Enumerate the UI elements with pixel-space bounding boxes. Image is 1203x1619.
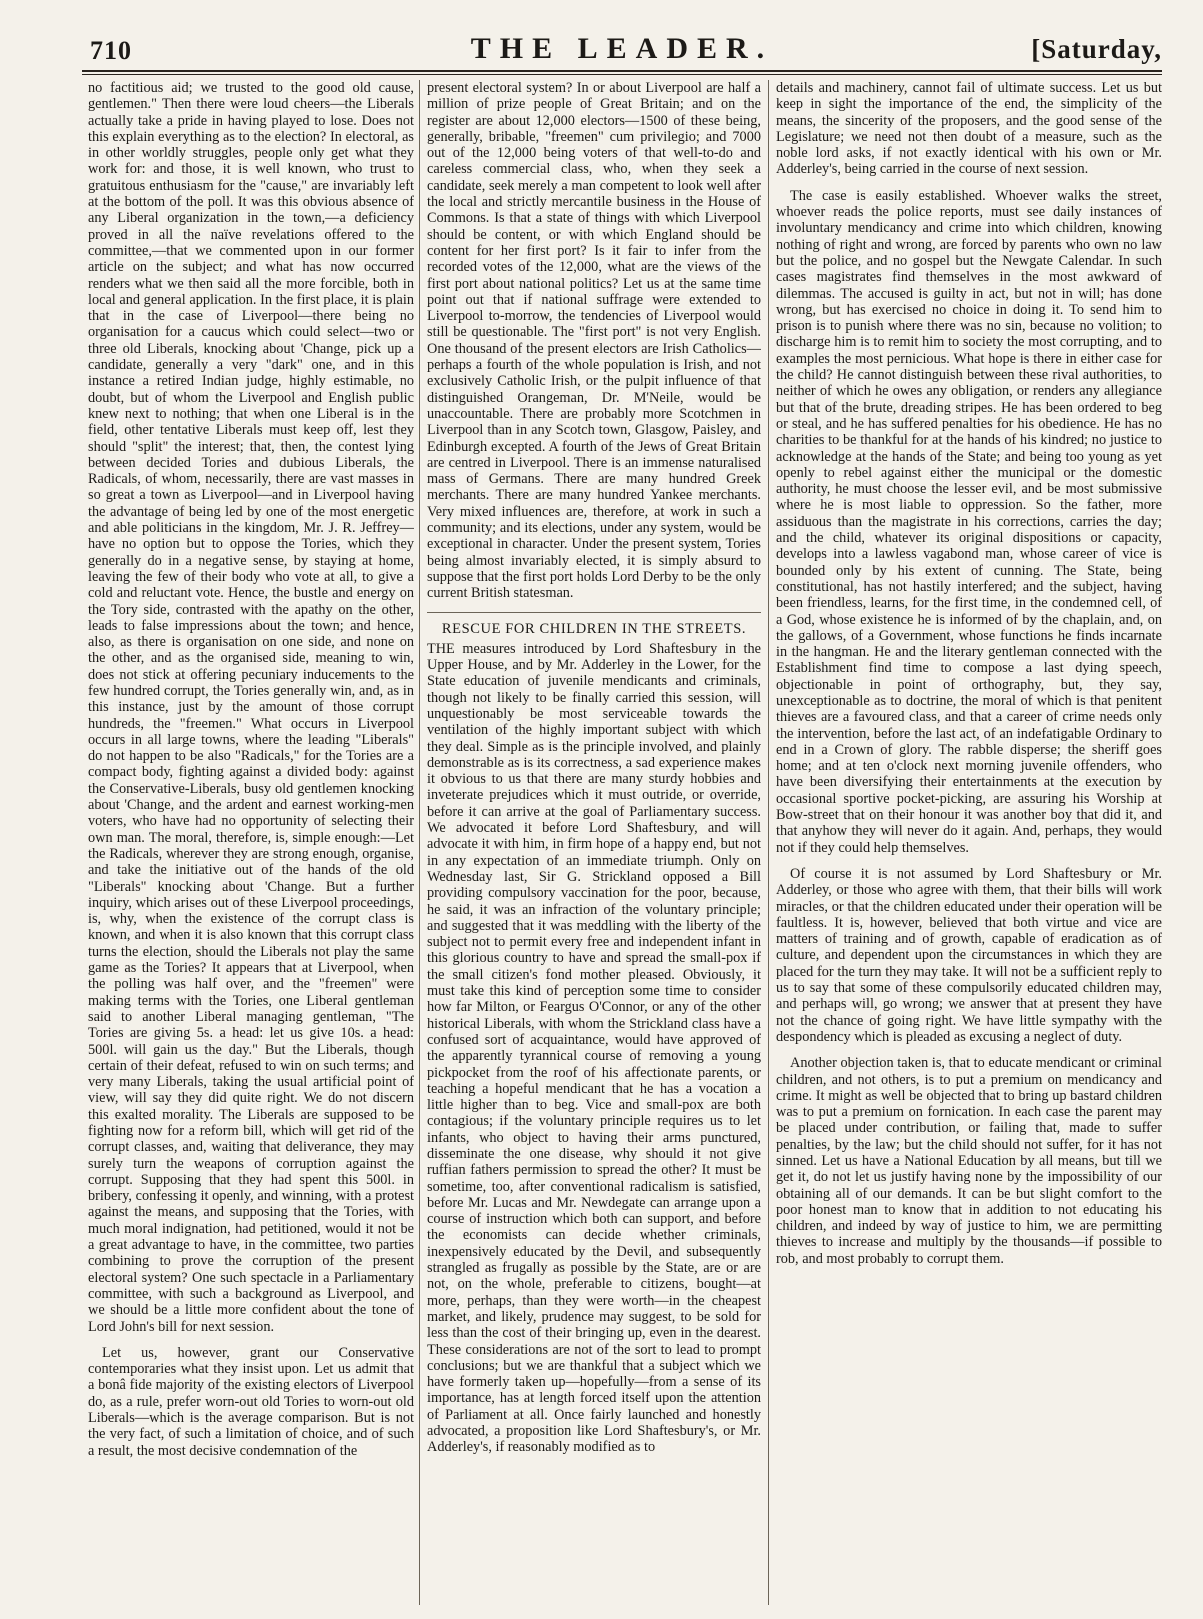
page-number: 710	[90, 36, 132, 65]
paragraph: no factitious aid; we trusted to the good old cause, gentlemen." Then there were loud cheers—the Liberals actually take a pride in having played to lose. Does not this explain everything as to the election? In electoral, as in other worldly struggles, people only get what they work for: and those, it is well known, who trust to gratuitous enthusiasm for the "cause," are invariably left at the bottom of the poll. It was this obvious absence of any Liberal organization in the town,—a deficiency proved in all the naïve revelations offered to the committee,—that we commented upon in our former article on the subject; and what has now occurred renders what we then said all the more forcible, both in local and general application. In the first place, it is plain that in the case of Liverpool—there being no organisation for a caucus which could select—two or three old Liberals, knocking about 'Change, pick up a candidate, generally a very "dark" one, and in this instance a retired Indian judge, highly estimable, no doubt, but of whom the Liverpool and English public knew next to nothing; that when one Liberal is in the field, other tentative Liberals must keep off, lest they should "split" the interest; that, then, the contest lying between decided Tories and dubious Liberals, the Radicals, of whom, necessarily, there are vast masses in so great a town as Liverpool—and in Liverpool having the advantage of being led by one of the most energetic and able politicians in the kingdom, Mr. J. R. Jeffrey—have no option but to oppose the Tories, which they generally do in a negative sense, by staying at home, leaving the few of their body who vote at all, to give a cold and reluctant vote. Hence, the bustle and energy on the Tory side, contrasted with the apathy on the other, leads to false impressions about the town; and hence, also, as there is organisation on one side, and none on the other, and as the organised side, meaning to win, does not stick at offering pecuniary inducements to the few hundred corrupt, the Tories generally win, and, as in this instance, just by the amount of those corrupt hundreds, the "freemen." What occurs in Liverpool occurs in all large towns, where the leading "Liberals" do not happen to be also "Radicals," for the Tories are a compact body, fighting against a divided body: against the Conservative-Liberals, busy old gentlemen knocking about 'Change, and the ardent and earnest working-men voters, who have had no opportunity of selecting their own man. The moral, therefore, is, simple enough:—Let the Radicals, wherever they are strong enough, organise, and take the initiative out of the hands of the old "Liberals" knocking about 'Change. But a further inquiry, which arises out of these Liverpool proceedings, is, why, when the existence of the corrupt class is known, and when it is also known that this corrupt class turns the election, should the Liberals not play the same game as the Tories? It appears that at Liverpool, when the polling was half over, and the "freemen" were making terms with the Tories, one Liberal gentleman said to another Liberal managing gentleman, "The Tories are giving 5s. a head: let us give 10s. a head: 500l. will gain us the day." But the Liberals, though certain of their defeat, refused to win on such terms; and very many Liberals, taking the usual artificial point of view, will say they did quite right. We do not discern this exalted morality. The Liberals are supposed to be fighting now for a reform bill, which will get rid of the corrupt classes, and, waiting that deliverance, they may surely turn the weapons of corruption against the corrupt. Supposing that they had spent this 500l. in bribery, confessing it openly, and winning, with a protest against the means, and supposing that the Tories, with much moral indignation, had petitioned, would it not be a great advantage to have, in the committee, two parties combining to prove the corruption of the present electoral system? One such spectacle in a Parliamentary committee, with such a background as Liverpool, and we should be a little more confident about the tone of Lord John's bill for next session.	[88, 80, 414, 1335]
column-2	[427, 80, 761, 1605]
section-heading: RESCUE FOR CHILDREN IN THE STREETS.	[427, 612, 761, 637]
paragraph: THE measures introduced by Lord Shaftesbury in the Upper House, and by Mr. Adderley in the Lower, for the State education of juvenile mendicants and criminals, though not likely to be finally carried this session, will unquestionably be most serviceable towards the ventilation of the highly important subject with which they deal. Simple as is the principle involved, and plainly demonstrable as is its correctness, a sad experience makes it obvious to us that there are many sturdy hobbies and inveterate prejudices which it must outride, or override, before it can arrive at the goal of Parliamentary success. We advocated it before Lord Shaftesbury, and will advocate it with him, in firm hope of a happy end, but not in any expectation of an immediate triumph. Only on Wednesday last, Sir G. Strickland opposed a Bill providing compulsory vaccination for the poor, because, he said, it was an infraction of the voluntary principle; and suggested that it was meddling with the liberty of the subject not to permit every free and independent infant in this glorious country to have and spread the small-pox if the small citizen's fond mother pleased. Obviously, it must take this kind of perception some time to consider how far Milton, or Feargus O'Connor, or any of the other historical Liberals, with whom the Strickland class have a confused sort of acquaintance, would have approved of the apparently tyrannical course of removing a young pickpocket from the roof of his affectionate parents, or teaching a hopeful mendicant that he has a vocation a little higher than to beg. Vice and small-pox are both contagious; if the voluntary principle requires us to let infants, who object to having their arms punctured, disseminate the one disease, why should it not give ruffian fathers permission to spread the other? It must be sometime, too, after conventional radicalism is satisfied, before Mr. Lucas and Mr. Newdegate can arrange upon a course of instruction which both can support, and before the economists can decide whether criminals, inexpensively educated by the Devil, and subsequently strangled as frugally as possible by the State, are or are not, on the whole, preferable to citizens, bought—at more, perhaps, than they were worth—in the cheapest market, and likely, prudence may suggest, to be sold for less than the cost of their bringing up, even in the dearest. These considerations are not of the sort to lead to prompt conclusions; but we are thankful that a subject which we have formerly taken up—hopefully—from a sense of its importance, has at length forced itself upon the attention of Parliament at all. Once fairly launched and honestly advocated, a proposition like Lord Shaftesbury's, or Mr. Adderley's, if reasonably modified as to	[427, 640, 761, 1456]
paragraph: Another objection taken is, that to educate mendicant or criminal children, and not others, is to put a premium on mendicancy and crime. It might as well be objected that to bring up bastard children was to put a premium on fornication. In each case the parent may be placed under contribution, or failing that, made to suffer penalties, by the law; but the child should not suffer, for it has not sinned. Let us have a National Education by all means, but till we get it, do not let us justify having none by the impossibility of our obtaining all of our demands. It can be but slight comfort to the poor honest man to know that in addition to not educating his children, and indeed by way of justice to him, we are permitting thieves to increase and multiply by the thousands—if possible to rob, and most probably to corrupt them.	[776, 1055, 1162, 1267]
header-rule-thin	[82, 74, 1162, 75]
masthead-title: THE LEADER.	[470, 32, 774, 65]
column-1	[88, 80, 414, 1605]
paragraph: details and machinery, cannot fail of ultimate success. Let us but keep in sight the importance of the end, the simplicity of the means, the sincerity of the proposers, and the good sense of the Legislature; we need not then doubt of a measure, such as the noble lord asks, if not exactly identical with his own or Mr. Adderley's, being carried in the course of next session.	[776, 80, 1162, 178]
paragraph: Let us, however, grant our Conservative contemporaries what they insist upon. Let us admit that a bonâ fide majority of the existing electors of Liverpool do, as a rule, prefer worn-out old Tories to worn-out old Liberals—which is the average comparison. But is not the very fact, of such a limitation of choice, and of such a result, the most decisive condemnation of the	[88, 1344, 414, 1459]
page-header	[82, 28, 1162, 72]
issue-day: [Saturday,	[1031, 34, 1162, 64]
column-divider	[419, 80, 420, 1605]
header-rule	[82, 70, 1162, 72]
column-3	[776, 80, 1162, 1605]
column-divider	[768, 80, 769, 1605]
paragraph: Of course it is not assumed by Lord Shaftesbury or Mr. Adderley, or those who agree with them, that their bills will work miracles, or that the children educated under their operation will be faultless. It is, however, believed that both virtue and vice are matters of training and of growth, capable of eradication as of culture, and dependent upon the circumstances in which they are placed for the turn they may take. It will not be a sufficient reply to us to say that some of these compulsorily educated children may, and perhaps will, go wrong; we answer that at present they have not the chance of going right. We have little sympathy with the despondency which is pleaded as excusing a neglect of duty.	[776, 865, 1162, 1045]
paragraph: The case is easily established. Whoever walks the street, whoever reads the police reports, must see daily instances of involuntary mendicancy and crime into which children, knowing nothing of right and wrong, are forced by parents who own no law but the police, and no gospel but the Newgate Calendar. In such cases magistrates find themselves in the most awkward of dilemmas. The accused is guilty in act, but not in will; has done wrong, but has exercised no choice in doing it. To send him to prison is to punish where there was no sin, because no volition; to discharge him is to remit him to society the most corrupting, and to examples the most pernicious. What hope is there in either case for the child? He cannot distinguish between these rival authorities, to neither of which he owes any obligation, or renders any allegiance but that of the brute, dreading stripes. He has been ordered to beg or steal, and he has suffered penalties for his obedience. He has no charities to be thankful for at the hands of his kindred; no justice to acknowledge at the hands of the State; and being too young as yet openly to rebel against either the municipal or the domestic authority, he must choose the lesser evil, and be most submissive where he is most liable to oppression. So the father, more assiduous than the magistrate in his corrections, carries the day; and the child, whatever its original dispositions or capacity, develops into a lawless vagabond man, whose career of vice is bounded only by his extent of cunning. The State, being constitutional, has not hastily interfered; and the subject, having been friendless, learns, for the first time, in the condemned cell, of a God, whose existence he is informed of by the chaplain, and, on the gallows, of a Government, whose functions he finds incarnate in the hangman. He and the literary gentleman connected with the Establishment find time to compose a last dying speech, objectionable in point of orthography, but, they say, unexceptionable as to doctrine, the moral of which is that penitent thieves are a favoured class, and that a career of crime needs only the intervention, before the last act, of an indefatigable Ordinary to end in a Crown of glory. The rabble disperse; the sheriff goes home; and at ten o'clock next morning juvenile offenders, who have been diversifying their entertainments at the execution by occasional sportive pocket-picking, are assuring his Worship at Bow-street that on their honour it was another boy that did it, and that anyhow they will never do it again. And, perhaps, they would not if they could help themselves.	[776, 187, 1162, 856]
paragraph: present electoral system? In or about Liverpool are half a million of prize people of Great Britain; and on the register are about 12,000 electors—1500 of these being, generally, bribable, "freemen" cum privilegio; and 7000 out of the 12,000 being voters of that well-to-do and careless commercial class, who, when they seek a candidate, seek merely a man competent to look well after the local and strictly mercantile business in the House of Commons. Is that a state of things with which Liverpool should be content, or with which England should be content for her first port? Is it fair to infer from the recorded votes of the 12,000, what are the views of the first port about national politics? Let us at the same time point out that if national suffrage were extended to Liverpool to-morrow, the tendencies of Liverpool would still be questionable. The "first port" is not very English. One thousand of the present electors are Irish Catholics—perhaps a fourth of the whole population is Irish, and not exclusively Catholic Irish, or the pulpit influence of that distinguished Orangeman, Dr. M'Neile, would be unaccountable. There are probably more Scotchmen in Liverpool than in any Scotch town, Glasgow, Paisley, and Edinburgh excepted. A fourth of the Jews of Great Britain are centred in Liverpool. There is an immense naturalised mass of Germans. There are many hundred Greek merchants. There are many hundred Yankee merchants. Very mixed influences are, therefore, at work in such a community; and its elections, under any system, would be exceptional in character. Under the present system, Tories being almost invariably elected, it is simply absurd to suppose that the first port holds Lord Derby to be the only current British statesman.	[427, 80, 761, 602]
